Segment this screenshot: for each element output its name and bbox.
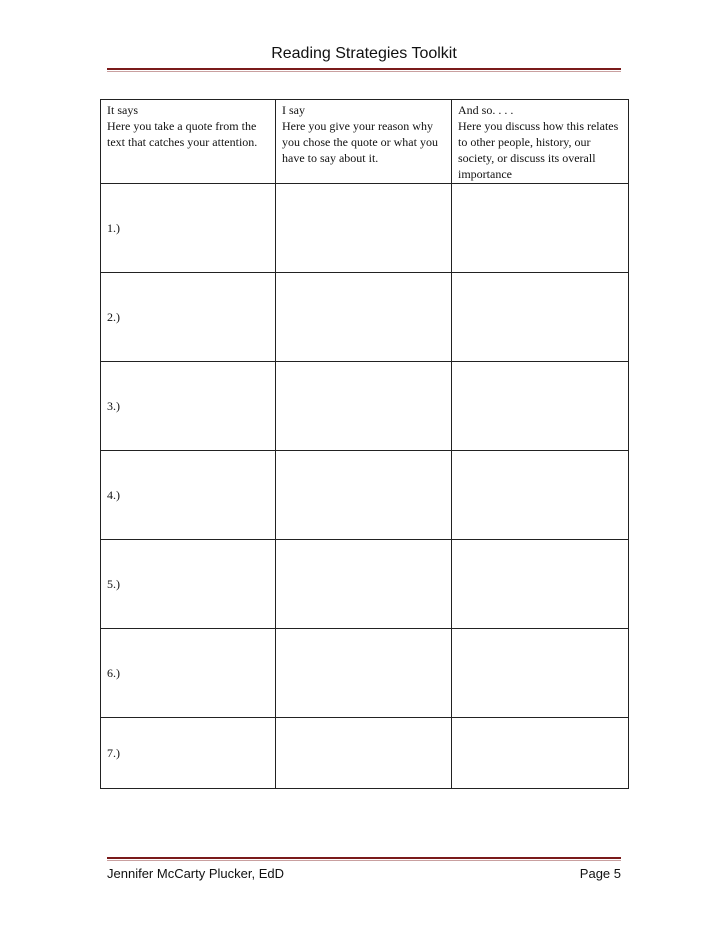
and-so-cell[interactable] — [452, 362, 629, 451]
i-say-cell[interactable] — [276, 540, 452, 629]
table-header-row — [101, 100, 629, 184]
and-so-cell[interactable] — [452, 184, 629, 273]
table-row — [101, 540, 629, 629]
column-header-it-says — [101, 100, 276, 184]
row-number-cell: 7.) — [101, 718, 276, 789]
header-rule — [107, 68, 621, 72]
and-so-cell[interactable] — [452, 718, 629, 789]
i-say-cell[interactable] — [276, 184, 452, 273]
and-so-cell[interactable] — [452, 451, 629, 540]
column-title: It says — [107, 103, 138, 117]
column-title: I say — [282, 103, 305, 117]
table-row — [101, 718, 629, 789]
row-number-cell: 2.) — [101, 273, 276, 362]
i-say-cell[interactable] — [276, 362, 452, 451]
i-say-cell[interactable] — [276, 718, 452, 789]
page-number: Page 5 — [579, 866, 621, 881]
i-say-cell[interactable] — [276, 451, 452, 540]
and-so-cell[interactable] — [452, 540, 629, 629]
worksheet-table — [100, 99, 629, 789]
table-row — [101, 362, 629, 451]
row-number-cell: 3.) — [101, 362, 276, 451]
row-number-cell: 5.) — [101, 540, 276, 629]
and-so-cell[interactable] — [452, 273, 629, 362]
i-say-cell[interactable] — [276, 629, 452, 718]
column-description: Here you discuss how this relates to other people, history, our society, or discuss its overall importance — [458, 119, 619, 181]
page-title: Reading Strategies Toolkit — [271, 45, 457, 62]
column-title: And so. . . . — [458, 103, 514, 117]
row-number-cell: 1.) — [101, 184, 276, 273]
footer-rule — [107, 857, 621, 861]
table-row — [101, 629, 629, 718]
table-row — [101, 184, 629, 273]
column-header-and-so — [452, 100, 629, 184]
row-number-cell: 6.) — [101, 629, 276, 718]
i-say-cell[interactable] — [276, 273, 452, 362]
table-row — [101, 273, 629, 362]
row-number-cell: 4.) — [101, 451, 276, 540]
column-description: Here you take a quote from the text that catches your attention. — [107, 119, 258, 149]
footer-author: Jennifer McCarty Plucker, EdD — [107, 866, 285, 881]
column-header-i-say — [276, 100, 452, 184]
and-so-cell[interactable] — [452, 629, 629, 718]
column-description: Here you give your reason why you chose the quote or what you have to say about it. — [282, 119, 438, 165]
table-row — [101, 451, 629, 540]
